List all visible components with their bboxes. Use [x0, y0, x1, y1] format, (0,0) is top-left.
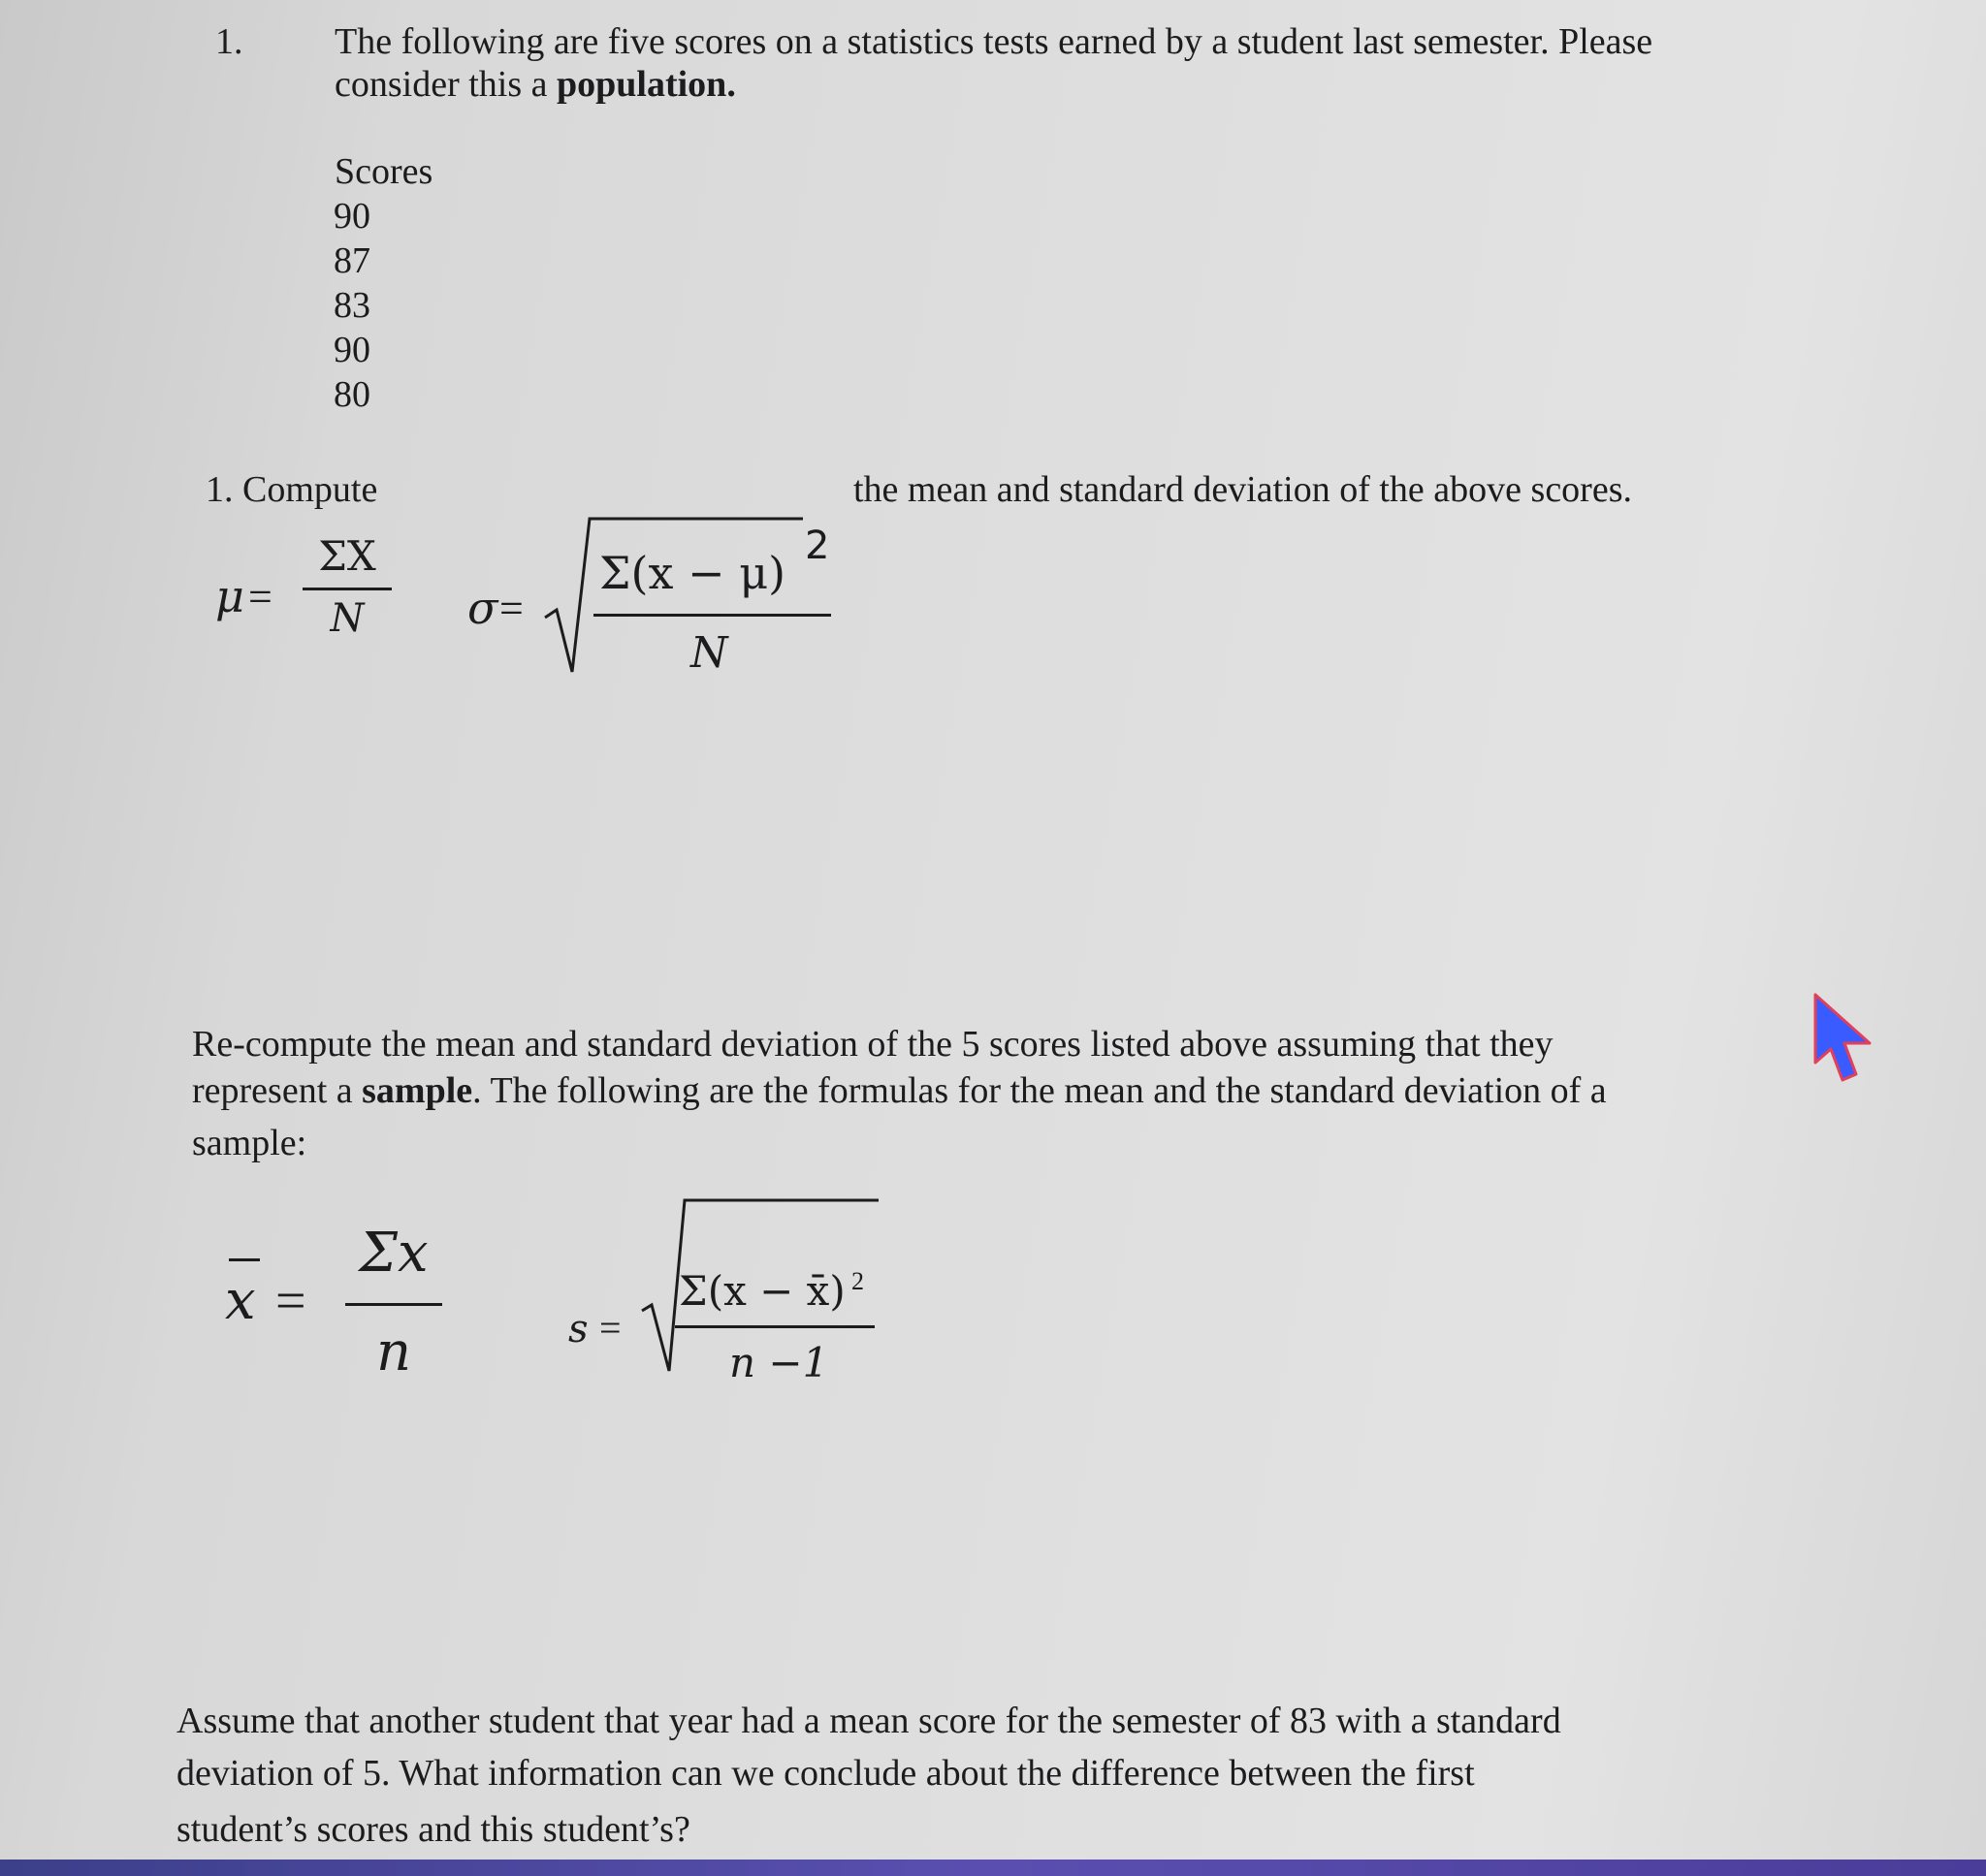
- sample-mean-equals: =: [275, 1271, 306, 1331]
- xbar-symbol: x: [225, 1269, 256, 1332]
- sample-sd-fraction-bar: [675, 1325, 875, 1328]
- pop-sd-exponent: 2: [805, 524, 830, 568]
- assume-line-3: student’s scores and this student’s?: [176, 1809, 690, 1850]
- sample-mean-denominator: n: [375, 1320, 412, 1383]
- intro-line-2: [335, 62, 736, 108]
- mu-symbol: μ: [215, 570, 244, 622]
- score-item: 90: [334, 196, 370, 237]
- pop-sd-numerator: [599, 547, 786, 599]
- assume-line-1: Assume that another student that year had a mean score for the semester of 83 with a standard: [176, 1701, 1561, 1741]
- pop-mean-equals: =: [248, 573, 272, 620]
- screen-bottom-edge: [0, 1860, 1986, 1876]
- intro-line-2-text: consider this a: [335, 64, 558, 105]
- assume-line-2: deviation of 5. What information can we conclude about the difference between the first: [176, 1753, 1475, 1794]
- pop-mean-fraction: [303, 531, 392, 644]
- recompute-line-2-pre: represent a: [192, 1070, 363, 1111]
- sigma-symbol: σ: [467, 582, 498, 634]
- sample-mean-fraction-bar: [345, 1303, 442, 1306]
- score-item: 80: [334, 374, 370, 415]
- question-number: 1.: [215, 21, 243, 62]
- sample-term: sample: [362, 1070, 473, 1111]
- mouse-cursor-icon: [1806, 991, 1883, 1088]
- sample-sd-denominator: n −1: [729, 1339, 829, 1386]
- sample-mean-fraction: [345, 1224, 442, 1383]
- recompute-line-1: Re-compute the mean and standard deviation of the 5 scores listed above assuming that they: [192, 1024, 1554, 1065]
- sample-sd-exponent: 2: [851, 1267, 864, 1295]
- sample-sd-numerator: [679, 1268, 846, 1314]
- sample-mean-numerator: Σx: [359, 1222, 429, 1285]
- compute-instructions: the mean and standard deviation of the above scores.: [853, 469, 1632, 510]
- score-item: 83: [334, 285, 370, 326]
- compute-label: 1. Compute: [206, 469, 378, 510]
- s-symbol: s: [568, 1307, 589, 1351]
- score-item: 90: [334, 330, 370, 370]
- sample-sd-numerator-text: Σ(x − x̄): [679, 1267, 846, 1315]
- pop-sd-numerator-text: Σ(x − μ): [599, 547, 786, 599]
- sample-sd-equals: =: [599, 1306, 622, 1350]
- recompute-line-2-post: . The following are the formulas for the mean and the standard deviation of a: [472, 1070, 1607, 1111]
- pop-sd-denominator: N: [690, 628, 728, 678]
- recompute-line-2: [192, 1068, 1607, 1114]
- pop-sd-fraction-bar: [593, 614, 831, 617]
- score-item: 87: [334, 240, 370, 281]
- pop-sd-equals: =: [499, 585, 524, 632]
- pop-mean-fraction-bar: [303, 588, 392, 590]
- recompute-line-3: sample:: [192, 1123, 307, 1163]
- population-term: population.: [557, 64, 736, 105]
- pop-mean-numerator: ΣX: [318, 532, 376, 580]
- pop-mean-denominator: N: [330, 596, 365, 641]
- xbar-overline: [229, 1258, 260, 1261]
- intro-line-1: The following are five scores on a statistics tests earned by a student last semester. Please: [335, 21, 1653, 62]
- scores-header: Scores: [335, 151, 433, 192]
